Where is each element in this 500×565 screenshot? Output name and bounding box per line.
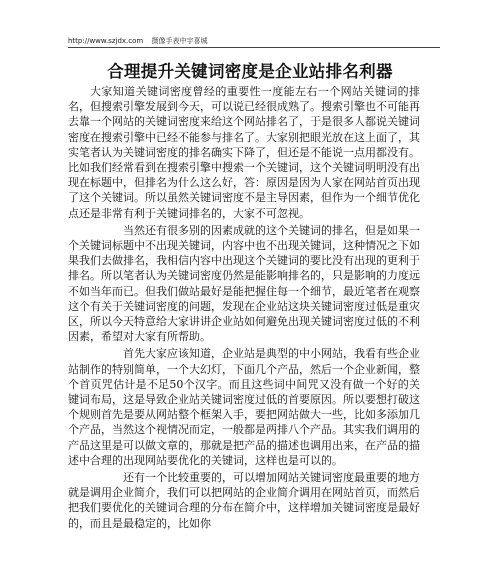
article-paragraph: 首先大家应该知道，企业站是典型的中小网站，我看有些企业站制作的特别简单，一个大幻灯，下面几个产品，然后一个企业新闻，整个首页咒估计是不足50个汉字。而且这些词中间咒又没有做一个好的关键词布局，这是导致企业站关键词密度过低的首要原因。所以要想打破这个规则首先是要从网站整个框架入手，要把网站做大一些，比如多添加几个产品，当然这个视情况而定，一般都是两排八个产品。其实我们调用的产品这里是可以做文章的，那就是把产品的描述也调用出来，在产品的描述中合理的出现网站要优化的关键词，这样也是可以的。 [68, 347, 420, 467]
article-body [68, 84, 420, 533]
header-site-name: 摄像手表中宇喜城 [151, 37, 208, 45]
header-url[interactable]: http://www.szjdx.com [68, 37, 144, 45]
page-header [68, 35, 440, 48]
article-paragraph: 还有一个比较重要的，可以增加网站关键词密度最重要的地方就是调用企业简介，我们可以把网站的企业简介调用在网站首页，而然后把我们要优化的关键词合理的分布在简介中，这样增加关键词密度是最好的，而且是最稳定的，比如你 [68, 471, 420, 530]
article-paragraph: 大家知道关键词密度曾经的重要性一度能左右一个网站关键词的排名，但搜索引擎发展到今天，可以说已经很成熟了。搜索引擎也不可能再去靠一个网站的关键词密度来给这个网站排名了，于是很多人都说关键词密度在搜索引擎中已经不能参与排名了。大家别把眼光放在这上面了，其实笔者认为关键词密度的排名确实下降了，但还是不能说一点用都没有。比如我们经常看到在搜索引擎中搜索一个关键词，这个关键词明明没有出现在标题中，但排名为什么这么好，答：原因是因为人家在网站首页出现了这个关键词。所以虽然关键词密度不是主导因素，但作为一个细节优化点还是非常有利于关键词排名的，大家不可忽视。 [68, 85, 420, 220]
article-paragraph: 当然还有很多别的因素成就的这个关键词的排名，但是如果一个关键词标题中不出现关键词，内容中也不出现关键词，这种情况之下如果我们去做排名，我相信内容中出现这个关键词的要比没有出现的更利于排名。所以笔者认为关键词密度仍然是能影响排名的，只是影响的力度远不如当年而已。但我们做站最好是能把握住每一个细节，最近笔者在观察这个有关于关键词密度的问题，发现在企业站这块关键词密度过低是重灾区，所以今天特意给大家讲讲企业站如何避免出现关键词密度过低的不利因素，希望对大家有所帮助。 [68, 223, 420, 344]
article-title: 合理提升关键词密度是企业站排名利器 [107, 62, 393, 81]
